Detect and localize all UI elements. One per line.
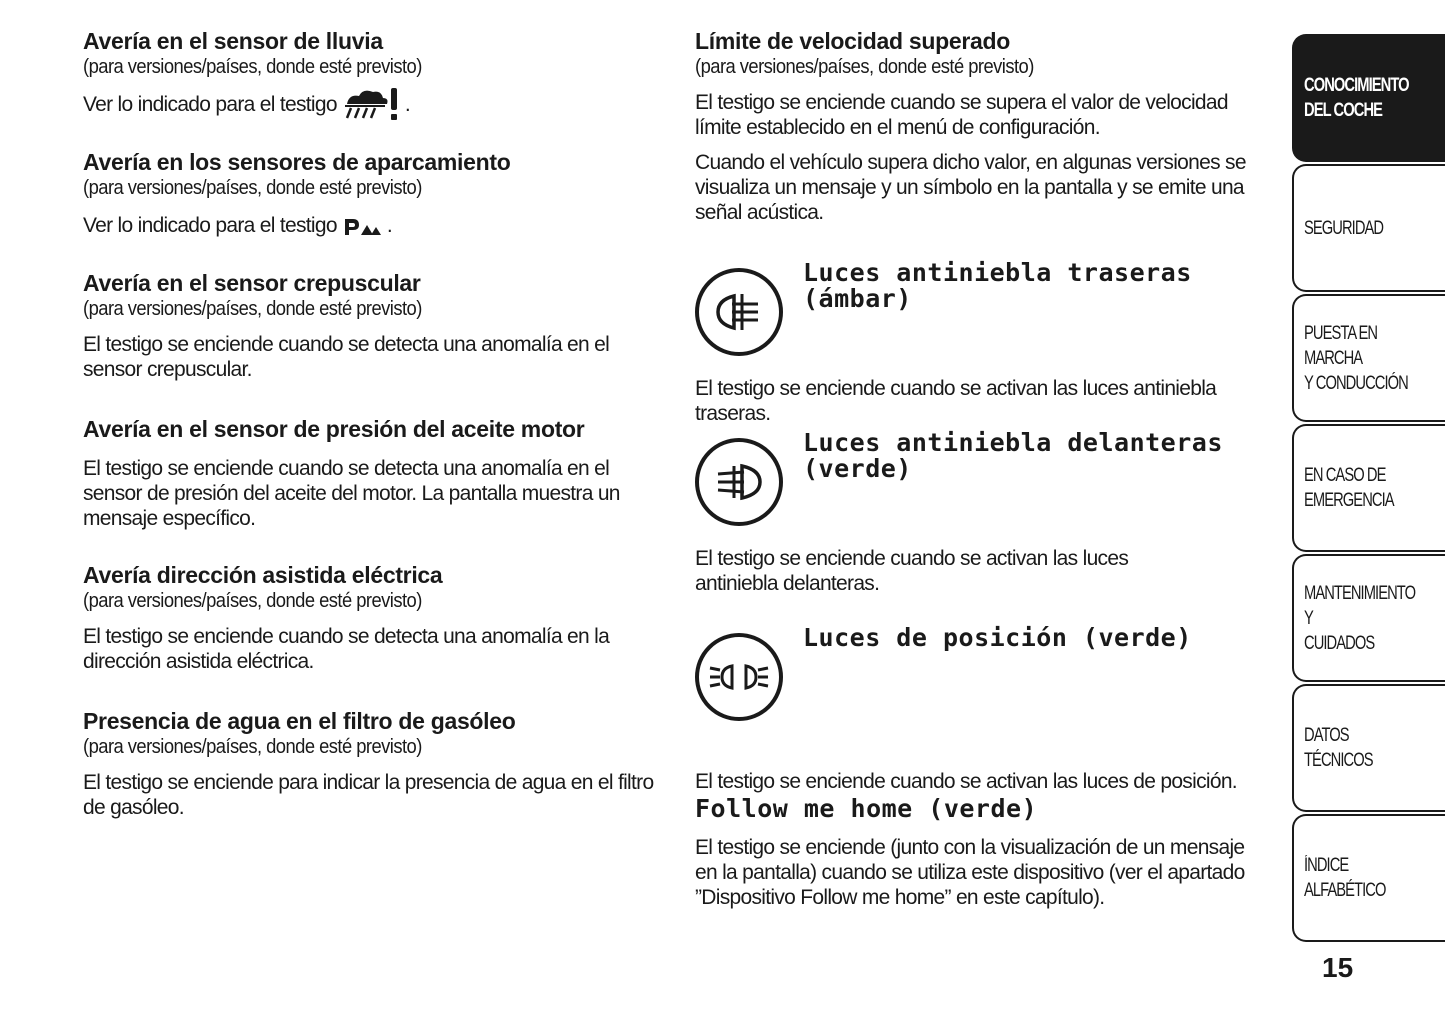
section-speed-limit: [695, 28, 1270, 225]
section-text: El testigo se enciende cuando se detecta una anomalía en el sensor de presión del aceite del motor. La pantalla muestra un mensaje específico.: [83, 457, 620, 530]
section-text: Ver lo indicado para el testigo .: [83, 90, 663, 120]
section-text: El testigo se enciende cuando se supera el valor de velocidad límite establecido en el menú de configuración.: [695, 91, 1228, 139]
section-title: Avería en el sensor crepuscular: [83, 270, 421, 296]
section-text: El testigo se enciende cuando se detecta una anomalía en el sensor crepuscular.: [83, 333, 610, 381]
section-water-in-fuel: [83, 708, 663, 820]
section-text: El testigo se enciende cuando se activan las luces antiniebla traseras.: [695, 377, 1217, 425]
section-twilight-sensor: [83, 270, 663, 382]
section-title: Luces antiniebla delanteras: [803, 428, 1223, 457]
section-text: El testigo se enciende cuando se detecta una anomalía en la dirección asistida eléctrica.: [83, 625, 610, 673]
tab-conocimiento-del-coche[interactable]: CONOCIMIENTO DEL COCHE: [1292, 34, 1445, 162]
position-lights-icon: [695, 633, 783, 721]
section-rain-sensor: [83, 28, 663, 120]
section-title: Luces de posición (verde): [803, 623, 1192, 652]
page-number: 15: [1322, 952, 1354, 983]
section-text: Cuando el vehículo supera dicho valor, en algunas versiones se visualiza un mensaje y un símbolo en la pantalla y se emite una señal acústica.: [695, 151, 1246, 224]
section-text: El testigo se enciende (junto con la visualización de un mensaje en la pantalla) cuando se utiliza este dispositivo (ver el apartado ”Dispositivo Follow me home” en este capítulo).: [695, 836, 1245, 909]
section-parking-sensors: [83, 149, 663, 241]
section-subtitle: (para versiones/países, donde esté previsto): [83, 298, 422, 320]
section-subtitle: (para versiones/países, donde esté previsto): [83, 590, 422, 612]
section-title: Avería en los sensores de aparcamiento: [83, 149, 511, 175]
rain-sensor-warning-icon: [343, 88, 401, 122]
section-subtitle: (para versiones/países, donde esté previsto): [83, 736, 422, 758]
section-title-line2: (ámbar): [803, 284, 912, 313]
section-text: El testigo se enciende para indicar la presencia de agua en el filtro de gasóleo.: [83, 771, 654, 819]
tab-en-caso-de-emergencia[interactable]: EN CASO DE EMERGENCIA: [1292, 424, 1445, 552]
section-title: Follow me home (verde): [695, 794, 1038, 823]
section-text: El testigo se enciende cuando se activan las luces de posición.: [695, 770, 1237, 793]
tab-indice-alfabetico[interactable]: ÍNDICE ALFABÉTICO: [1292, 814, 1445, 942]
parking-sensor-warning-icon: [343, 215, 381, 237]
section-title: Luces antiniebla traseras: [803, 258, 1192, 287]
section-title: Presencia de agua en el filtro de gasóleo: [83, 708, 516, 734]
front-fog-light-icon: [695, 438, 783, 526]
section-title: Avería en el sensor de lluvia: [83, 28, 383, 54]
section-title-line2: (verde): [803, 454, 912, 483]
section-power-steering: [83, 562, 663, 674]
section-oil-pressure-sensor: [83, 416, 663, 531]
section-subtitle: (para versiones/países, donde esté previsto): [83, 177, 422, 199]
rear-fog-light-icon: [695, 268, 783, 356]
section-title: Avería en el sensor de presión del aceite motor: [83, 416, 585, 442]
section-title: Límite de velocidad superado: [695, 28, 1010, 54]
tab-seguridad[interactable]: SEGURIDAD: [1292, 164, 1445, 292]
section-subtitle: (para versiones/países, donde esté previsto): [83, 56, 422, 78]
section-text: El testigo se enciende cuando se activan las luces antiniebla delanteras.: [695, 547, 1129, 595]
tab-datos-tecnicos[interactable]: DATOS TÉCNICOS: [1292, 684, 1445, 812]
section-title: Avería dirección asistida eléctrica: [83, 562, 443, 588]
section-follow-me-home: [695, 794, 1270, 910]
section-text: Ver lo indicado para el testigo .: [83, 214, 392, 237]
tab-mantenimiento[interactable]: MANTENIMIENTO Y CUIDADOS: [1292, 554, 1445, 682]
tab-puesta-en-marcha[interactable]: PUESTA EN MARCHA Y CONDUCCIÓN: [1292, 294, 1445, 422]
section-subtitle: (para versiones/países, donde esté previsto): [695, 56, 1034, 78]
